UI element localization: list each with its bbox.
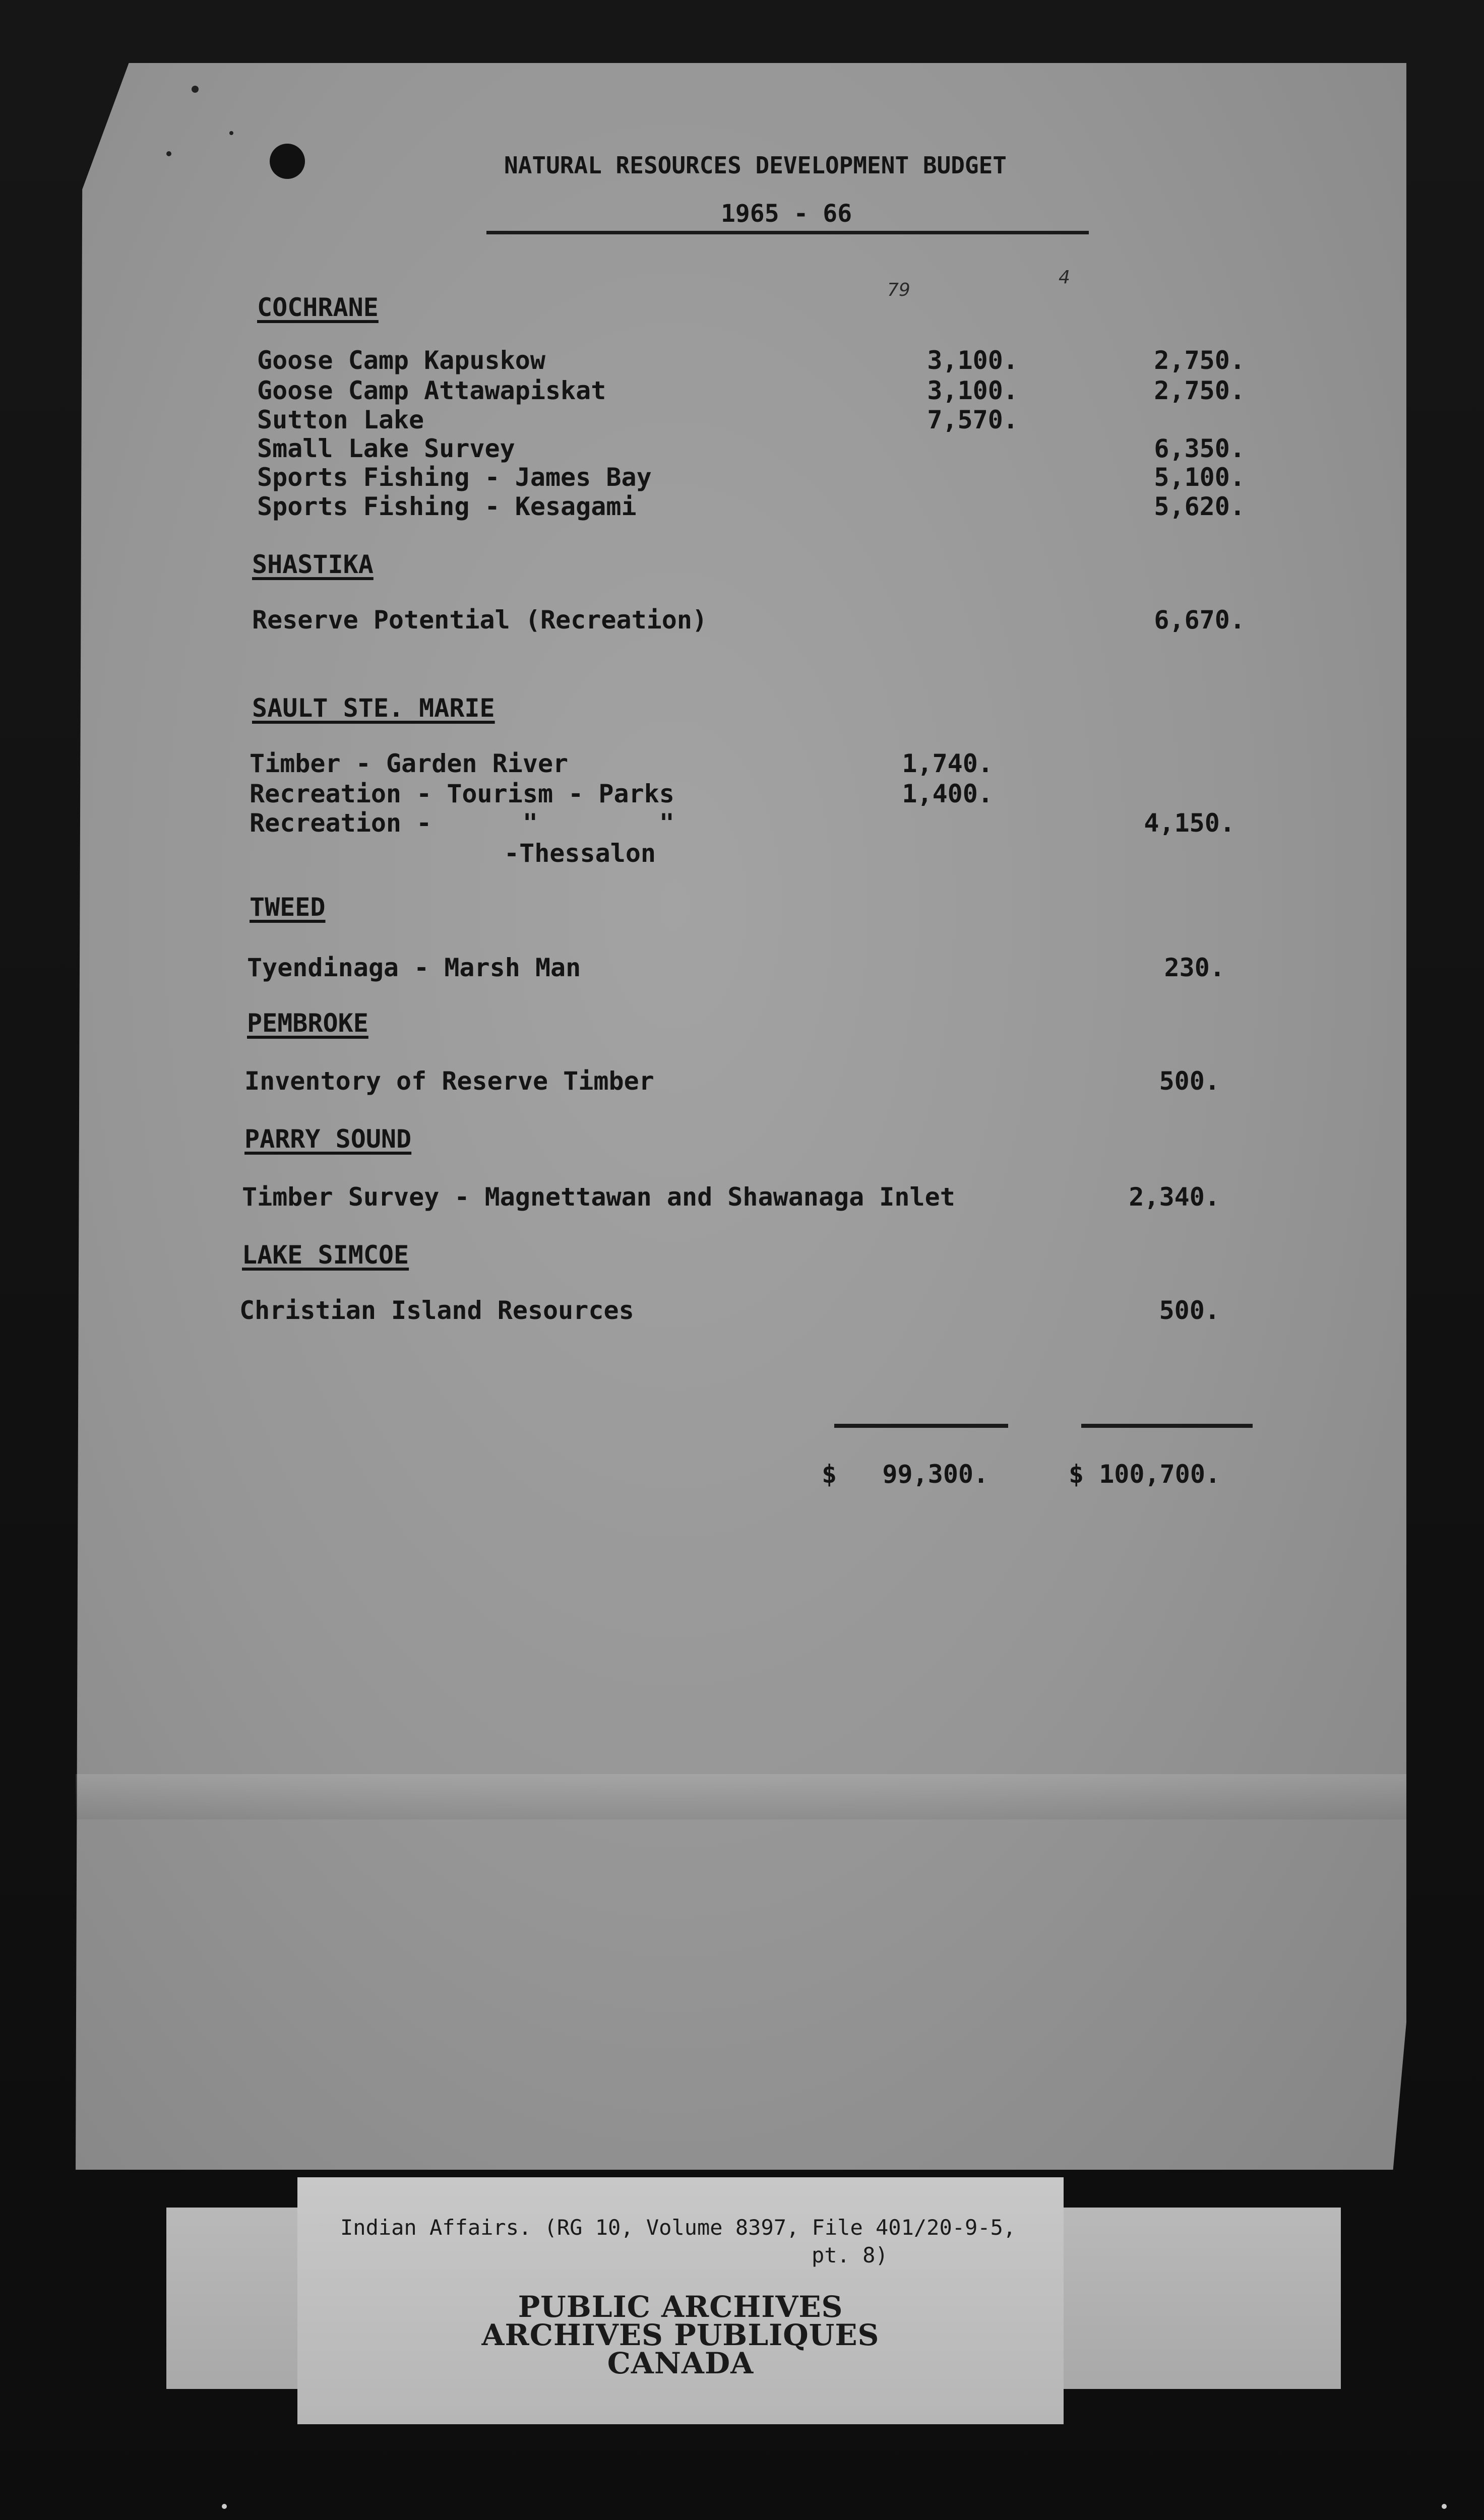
row-col1: 1,400. [902,779,993,808]
archive-reference-line1: Indian Affairs. (RG 10, Volume 8397, File 401/20-9-5, [340,2215,1016,2240]
speck [229,131,233,135]
row-label: Timber - Garden River [250,749,569,778]
row-label: Goose Camp Kapuskow [257,346,545,375]
row-label: Sutton Lake [257,405,424,434]
document-title: NATURAL RESOURCES DEVELOPMENT BUDGET [504,152,1007,179]
total-col1: $ 99,300. [822,1460,989,1489]
row-label: Recreation - Tourism - Parks [250,779,674,808]
row-col2: 4,150. [1144,808,1235,838]
title-underline [486,231,1089,234]
paper-fold [76,1774,1406,1819]
film-speck [1442,2504,1447,2509]
section-heading-sault-ste-marie: SAULT STE. MARIE [252,694,495,723]
section-heading-shastika: SHASTIKA [252,550,374,579]
row-col2: 500. [1159,1066,1220,1096]
film-speck [222,2504,227,2509]
row-col2: 2,340. [1129,1182,1220,1212]
row-label: Inventory of Reserve Timber [244,1066,654,1096]
speck [192,86,199,93]
row-label: Sports Fishing - James Bay [257,463,652,492]
row-label: Small Lake Survey [257,434,515,463]
row-col1: 1,740. [902,749,993,778]
row-col2: 500. [1159,1296,1220,1325]
row-label: Christian Island Resources [239,1296,634,1325]
row-col2: 6,350. [1154,434,1245,463]
row-label: Sports Fishing - Kesagami [257,492,637,521]
row-label: -Thessalon [504,839,656,868]
speck [166,151,171,156]
total-col2: $ 100,700. [1069,1460,1221,1489]
section-heading-tweed: TWEED [250,893,326,922]
row-label: Tyendinaga - Marsh Man [247,953,581,982]
row-label: Goose Camp Attawapiskat [257,376,606,405]
row-label: Reserve Potential (Recreation) [252,605,708,635]
total-rule-col1 [834,1424,1008,1428]
row-col2: 5,100. [1154,463,1245,492]
row-label: Recreation - " " [250,808,674,838]
archive-stamp-line2: ARCHIVES PUBLIQUES [481,2318,880,2352]
archive-stamp-line1: PUBLIC ARCHIVES [518,2290,843,2324]
document-year: 1965 - 66 [721,200,852,228]
section-heading-cochrane: COCHRANE [257,293,379,322]
row-col1: 3,100. [927,376,1018,405]
section-heading-parry-sound: PARRY SOUND [244,1124,412,1154]
section-heading-lake-simcoe: LAKE SIMCOE [242,1240,409,1270]
archive-stamp-line3: CANADA [607,2346,754,2380]
row-label: Timber Survey - Magnettawan and Shawanaga Inlet [242,1182,955,1212]
total-rule-col2 [1081,1424,1253,1428]
handwritten-note-col2: 4 [1059,267,1070,288]
punch-hole [270,144,305,179]
row-col1: 3,100. [927,346,1018,375]
section-heading-pembroke: PEMBROKE [247,1009,368,1038]
row-col2: 5,620. [1154,492,1245,521]
row-col2: 230. [1164,953,1225,982]
row-col2: 6,670. [1154,605,1245,635]
row-col1: 7,570. [927,405,1018,434]
archive-reference-line2: pt. 8) [812,2243,888,2267]
row-col2: 2,750. [1154,346,1245,375]
row-col2: 2,750. [1154,376,1245,405]
handwritten-note-col1: 79 [887,280,910,300]
